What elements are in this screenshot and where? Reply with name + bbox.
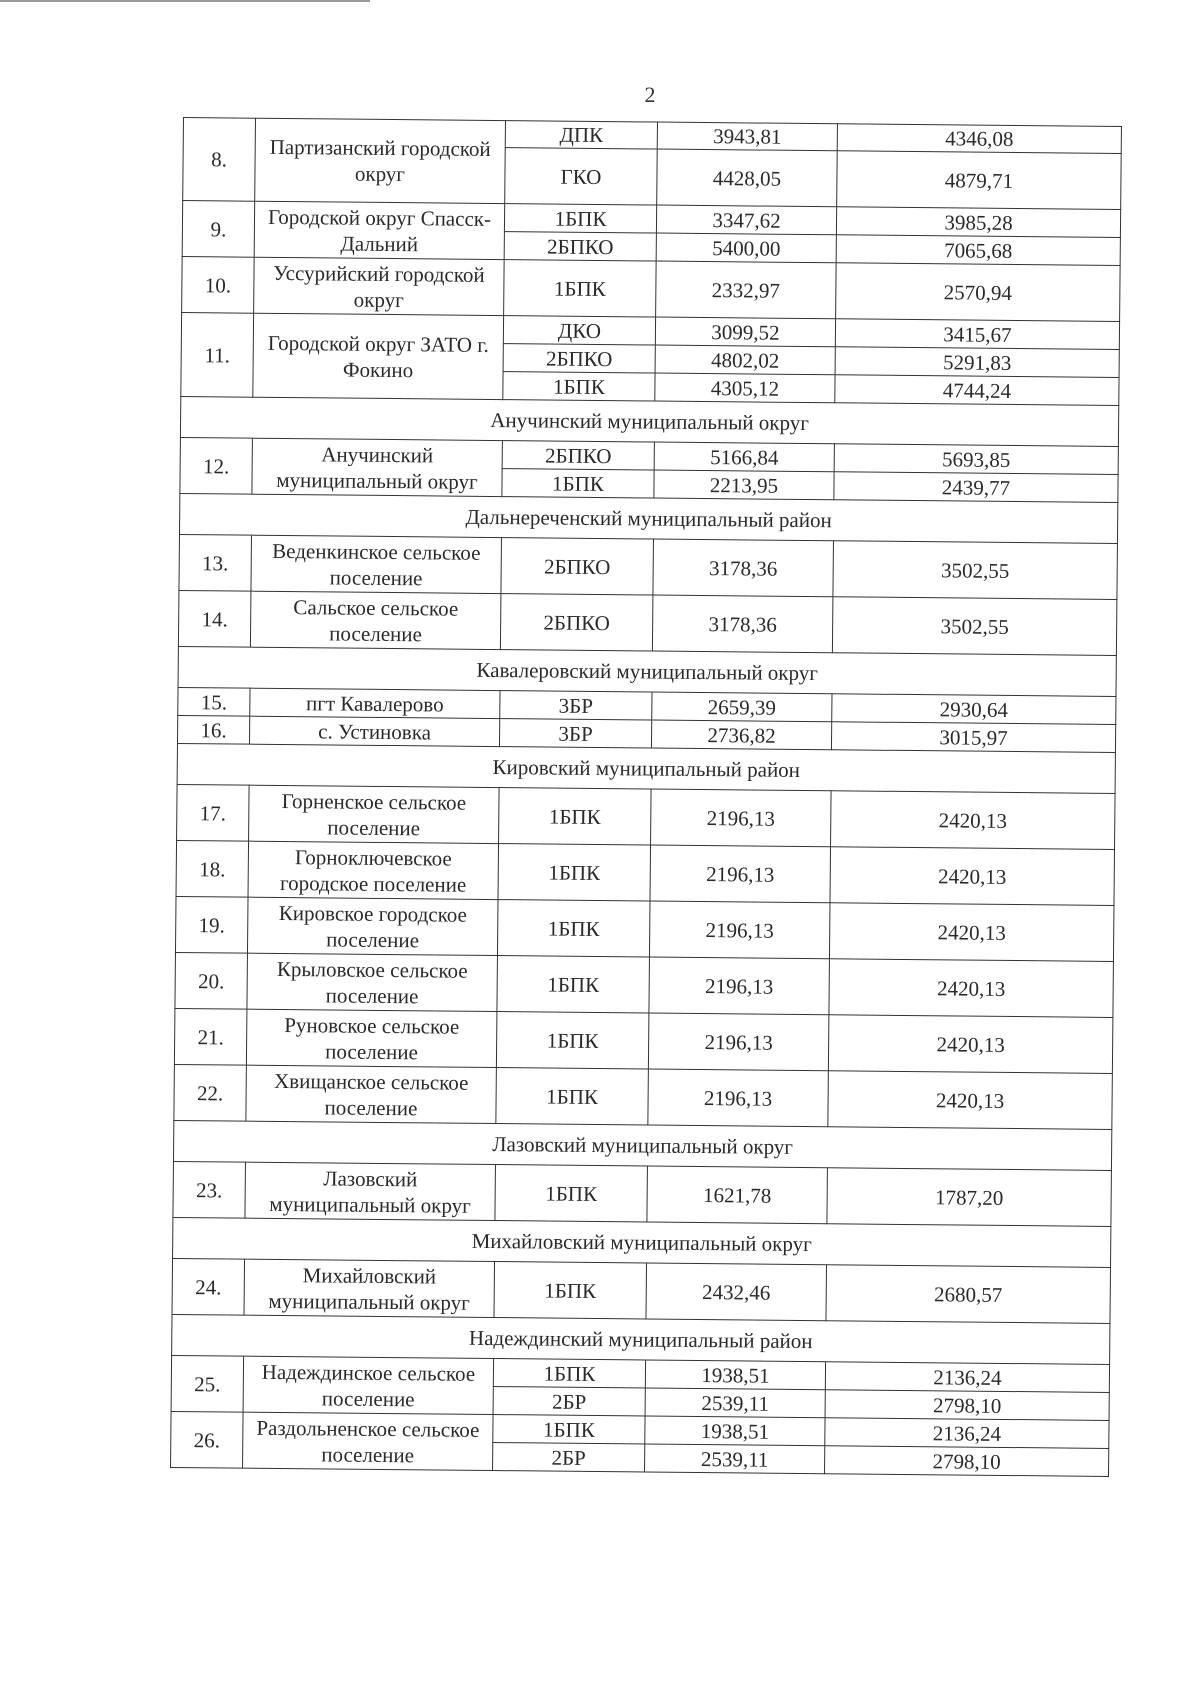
tariff-value-1: 2196,13 [650,845,831,903]
table-row [174,1064,1112,1129]
tariff-value-1: 2196,13 [651,789,832,847]
municipality-name: с. Устиновка [249,716,499,746]
tariff-code: 1БПК [497,900,650,957]
municipality-name: Хвищанское сельское поселение [246,1065,497,1123]
section-title: Михайловский муниципальный округ [173,1217,1111,1267]
tariff-value-2: 2798,10 [825,1446,1109,1477]
tariff-value-2: 2420,13 [830,847,1115,906]
tariff-value-2: 2420,13 [828,1071,1113,1130]
tariff-value-1: 1938,51 [645,1416,825,1446]
municipality-name: Лазовский муниципальный округ [245,1162,496,1220]
row-number: 8. [183,118,256,202]
tariff-code: ДПК [505,121,657,149]
tariff-value-1: 1621,78 [647,1166,828,1224]
municipality-name: Руновское сельское поселение [246,1009,497,1067]
table-row [175,896,1113,961]
tariff-code: 1БПК [496,1012,649,1069]
tariff-value-1: 2196,13 [649,901,830,959]
municipality-name: Надеждинское сельское поселение [243,1356,494,1414]
row-number: 11. [181,312,254,397]
tariff-value-1: 4305,12 [655,373,835,403]
tariff-value-2: 2439,77 [834,472,1118,503]
tariff-value-1: 2736,82 [651,720,831,750]
tariff-value-2: 5693,85 [834,444,1118,475]
scan-edge [0,0,370,2]
tariff-value-1: 4802,02 [655,345,835,375]
municipality-name: пгт Кавалерово [250,688,500,718]
row-number: 19. [175,896,248,953]
tariff-value-2: 2798,10 [825,1390,1109,1421]
tariff-value-2: 4744,24 [835,375,1119,406]
row-number: 14. [178,590,251,647]
tariff-code: 2БПКО [501,538,654,595]
municipality-name: Раздольненское сельское поселение [243,1412,494,1470]
tariff-code: 1БПК [502,469,654,498]
municipality-name: Сальское сельское поселение [250,591,501,649]
tariff-value-1: 3347,62 [656,205,836,235]
tariff-value-2: 2930,64 [832,694,1116,725]
row-number: 16. [177,715,249,744]
tariff-value-2: 2420,13 [829,959,1114,1018]
municipality-name: Горноключевское городское поселение [248,841,499,899]
tariff-code: 1БПК [497,956,650,1013]
row-number: 26. [171,1411,244,1468]
tariff-value-1: 2539,11 [645,1444,825,1474]
tariff-value-1: 4428,05 [657,149,838,207]
tariff-value-2: 2136,24 [825,1418,1109,1449]
section-title: Кавалеровский муниципальный округ [178,646,1116,696]
page-number: 2 [644,82,656,107]
tariff-value-1: 5400,00 [656,233,836,263]
tariff-value-2: 7065,68 [836,235,1120,266]
tariff-code: 2БПКО [500,594,653,651]
tariff-value-1: 3178,36 [652,595,833,653]
section-title: Дальнереченский муниципальный район [179,493,1117,543]
tariff-value-2: 3985,28 [836,207,1120,238]
tariff-code: 2БПКО [504,232,656,261]
tariff-value-1: 2196,13 [648,1013,829,1071]
table-row [174,1008,1112,1073]
row-number: 13. [179,534,252,591]
row-number: 10. [182,256,255,313]
tariff-code: 1БПК [493,1415,645,1444]
table-row [172,1258,1110,1323]
row-number: 25. [171,1355,244,1412]
tariff-code: 1БПК [496,1068,649,1125]
row-number: 21. [174,1008,247,1065]
tariff-code: 2БПКО [502,441,654,470]
municipality-name: Партизанский городской округ [255,118,506,203]
tariff-value-2: 2570,94 [836,263,1121,322]
tariff-value-1: 2196,13 [648,1069,829,1127]
tariff-value-2: 4346,08 [837,124,1121,154]
table-row [178,590,1116,655]
municipality-name: Кировское городское поселение [247,897,498,955]
municipality-name: Анучинский муниципальный округ [252,438,503,496]
tariff-value-2: 3415,67 [835,319,1119,350]
table-row [173,1161,1111,1226]
tariff-value-2: 1787,20 [827,1168,1112,1227]
tariff-code: 1БПК [499,788,652,845]
tariff-code: 1БПК [504,260,657,317]
tariff-code: 1БПК [493,1359,645,1388]
section-title: Надеждинский муниципальный район [172,1314,1110,1364]
tariff-code: 2БПКО [503,344,655,373]
tariff-value-1: 1938,51 [645,1360,825,1390]
row-number: 23. [173,1161,246,1218]
table-row [177,784,1115,849]
tariff-value-2: 2136,24 [825,1362,1109,1393]
tariff-value-2: 2420,13 [829,903,1114,962]
tariff-value-2: 3502,55 [832,597,1117,656]
tariff-value-1: 2539,11 [645,1388,825,1418]
tariff-code: 2БР [493,1387,645,1416]
row-number: 18. [176,840,249,897]
tariff-code: ГКО [505,148,658,205]
row-number: 9. [182,201,255,258]
tariff-table [170,117,1122,1477]
tariff-code: 1БПК [503,372,655,401]
tariff-value-2: 2680,57 [826,1265,1111,1324]
row-number: 22. [174,1064,247,1121]
municipality-name: Михайловский муниципальный округ [244,1259,495,1317]
section-title: Кировский муниципальный район [177,743,1115,793]
tariff-code: 3БР [500,691,652,720]
tariff-value-1: 2213,95 [654,470,834,500]
row-number: 24. [172,1258,245,1315]
tariff-code: 3БР [499,719,651,748]
tariff-value-2: 3015,97 [831,722,1115,753]
table-row [176,840,1114,905]
tariff-value-1: 5166,84 [654,442,834,472]
tariff-value-1: 2196,13 [649,957,830,1015]
tariff-value-2: 2420,13 [828,1015,1113,1074]
tariff-value-1: 3099,52 [655,317,835,347]
municipality-name: Горненское сельское поселение [249,785,500,843]
tariff-value-2: 2420,13 [831,791,1116,850]
municipality-name: Городской округ ЗАТО г. Фокино [253,313,504,399]
municipality-name: Крыловское сельское поселение [247,953,498,1011]
tariff-code: ДКО [503,316,655,345]
tariff-value-2: 3502,55 [833,541,1118,600]
table-row [175,952,1113,1017]
tariff-value-2: 5291,83 [835,347,1119,378]
tariff-value-1: 2432,46 [646,1263,827,1321]
municipality-name: Уссурийский городской округ [254,257,505,315]
tariff-code: 1БПК [498,844,651,901]
tariff-value-2: 4879,71 [837,151,1122,210]
tariff-code: 1БПК [495,1165,648,1222]
section-title: Лазовский муниципальный округ [173,1120,1111,1170]
municipality-name: Веденкинское сельское поселение [251,535,502,593]
row-number: 12. [180,437,253,494]
tariff-code: 2БР [493,1443,645,1472]
tariff-value-1: 2659,39 [652,692,832,722]
tariff-value-1: 3178,36 [653,539,834,597]
tariff-code: 1БПК [504,204,656,233]
row-number: 20. [175,952,248,1009]
tariff-value-1: 3943,81 [657,122,837,151]
tariff-code: 1БПК [494,1262,647,1319]
row-number: 17. [177,784,250,841]
table-row [182,256,1120,321]
row-number: 15. [178,687,250,716]
municipality-name: Городской округ Спасск-Дальний [254,201,505,259]
table-row [179,534,1117,599]
tariff-value-1: 2332,97 [656,261,837,319]
section-title: Анучинский муниципальный округ [180,396,1118,446]
